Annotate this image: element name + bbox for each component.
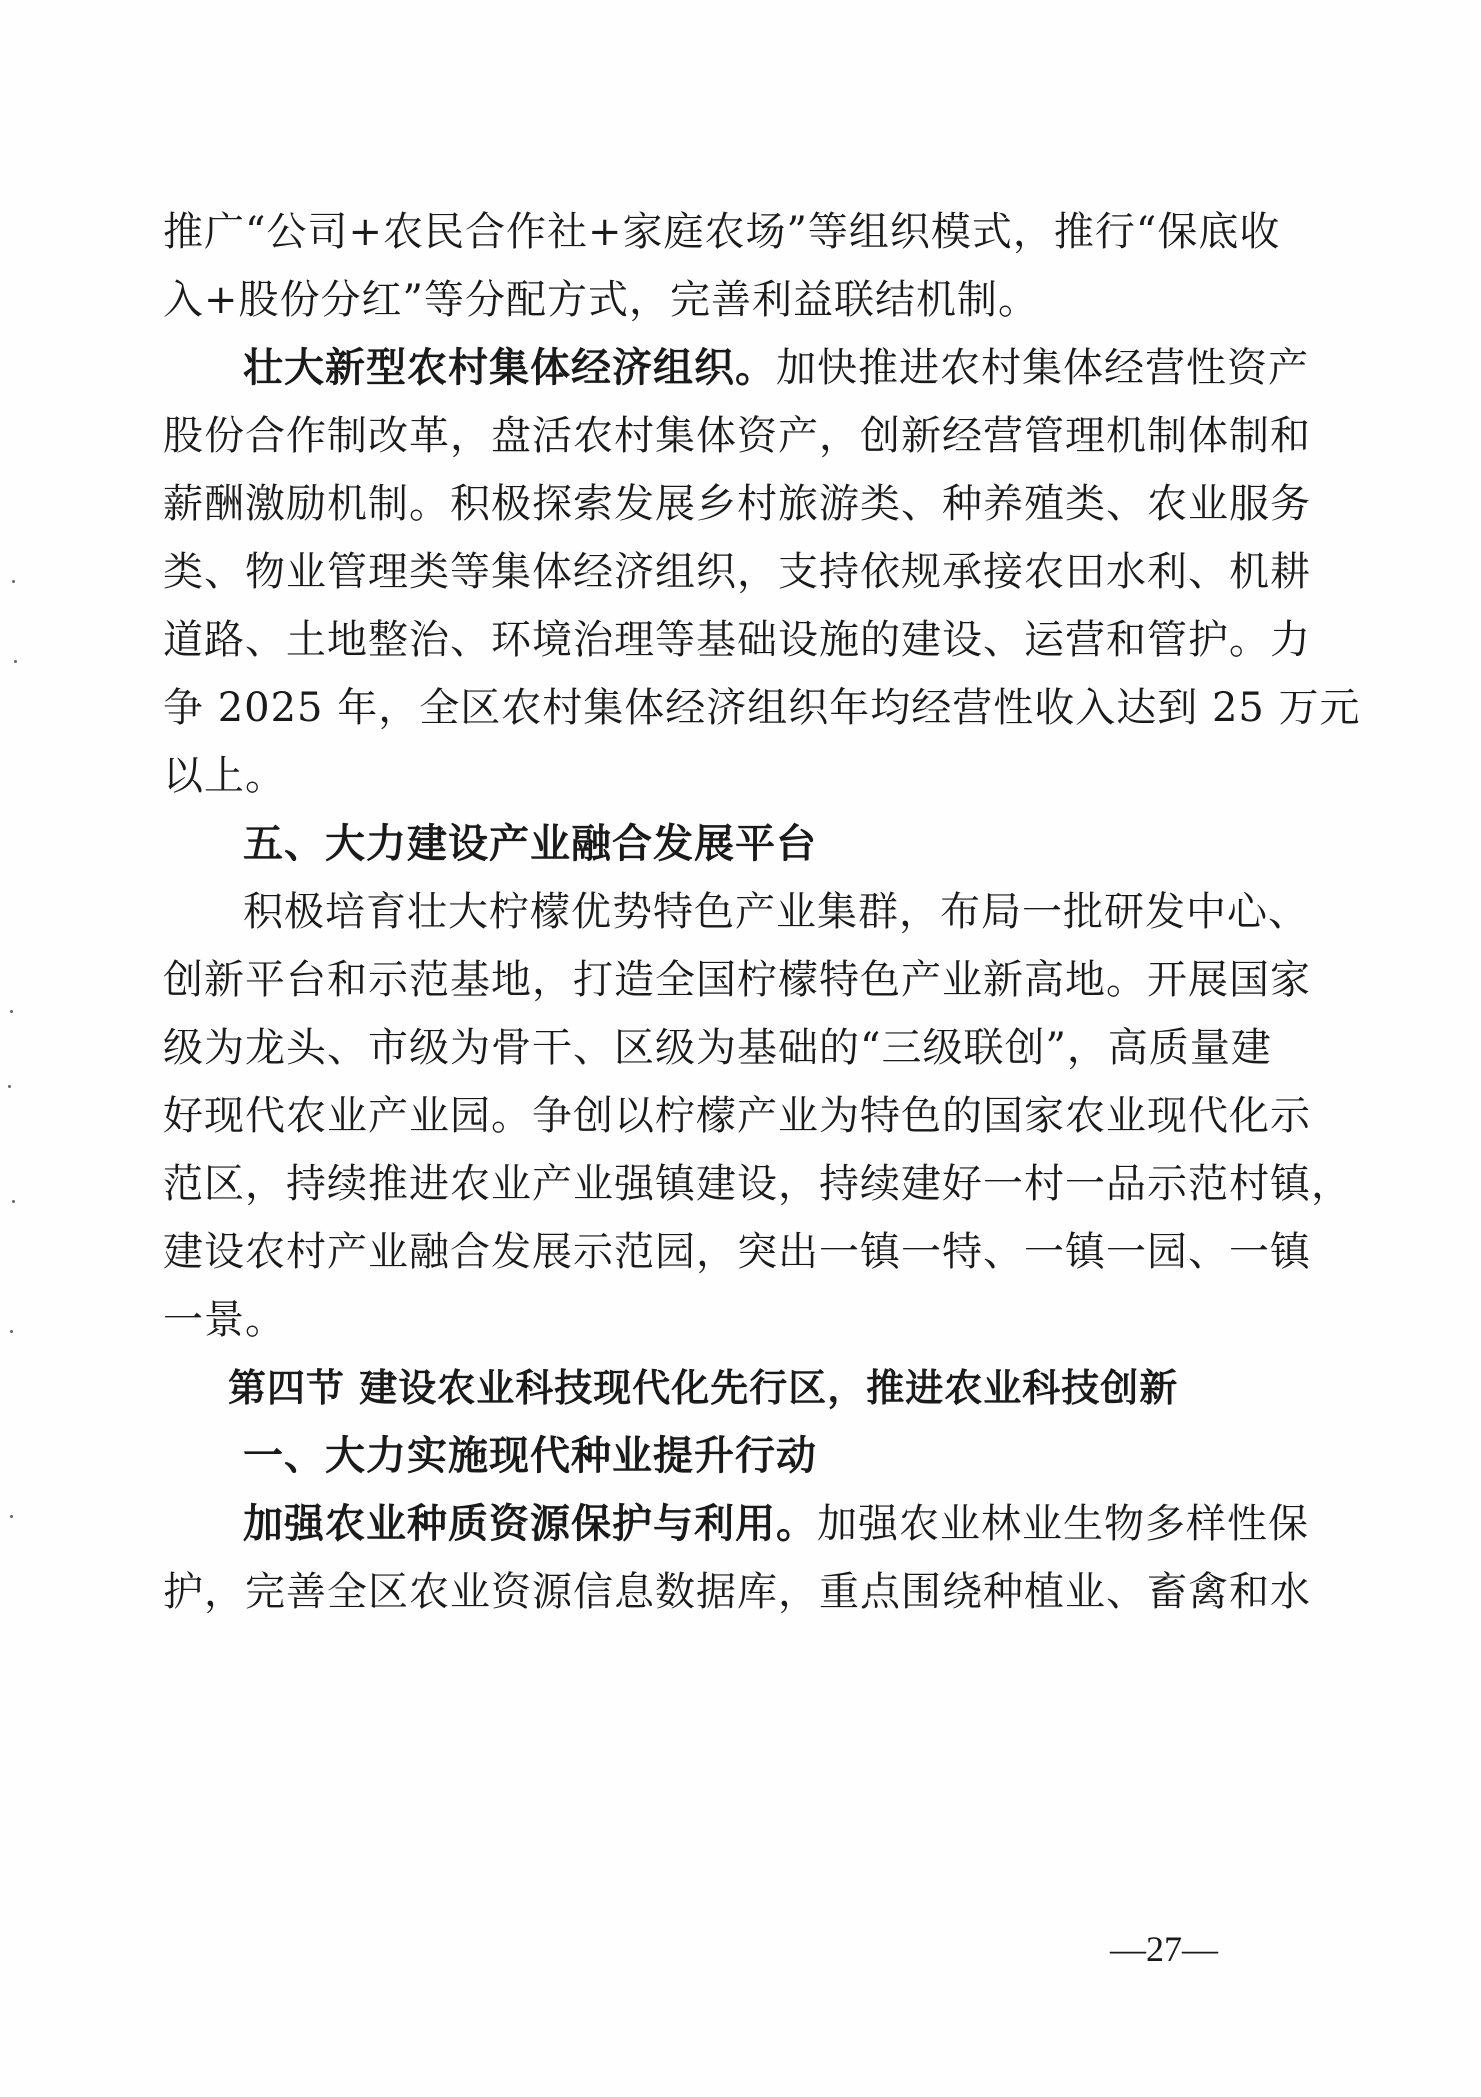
text-line: 范区，持续推进农业产业强镇建设，持续建好一村一品示范村镇， bbox=[163, 1161, 1352, 1207]
page-number: —27— bbox=[1110, 1929, 1218, 1969]
text-line: 薪酬激励机制。积极探索发展乡村旅游类、种养殖类、农业服务 bbox=[163, 481, 1311, 527]
bold-lead: 壮大新型农村集体经济组织。 bbox=[243, 344, 776, 391]
scan-speck bbox=[10, 1010, 13, 1013]
text-line: 建设农村产业融合发展示范园，突出一镇一特、一镇一园、一镇 bbox=[163, 1229, 1311, 1275]
paragraph-line bbox=[243, 1492, 1309, 1556]
text-line: 级为龙头、市级为骨干、区级为基础的“三级联创”，高质量建 bbox=[163, 1025, 1272, 1071]
text-line: 以上。 bbox=[163, 753, 286, 799]
heading-five: 五、大力建设产业融合发展平台 bbox=[243, 820, 817, 867]
text-line: 积极培育壮大柠檬优势特色产业集群，布局一批研发中心、 bbox=[243, 889, 1309, 935]
text-line: 护，完善全区农业资源信息数据库，重点围绕种植业、畜禽和水 bbox=[163, 1569, 1311, 1615]
bold-lead: 加强农业种质资源保护与利用。 bbox=[243, 1500, 817, 1547]
scan-speck bbox=[10, 1515, 13, 1518]
text-line: 一景。 bbox=[163, 1297, 286, 1343]
heading-one: 一、大力实施现代种业提升行动 bbox=[243, 1432, 817, 1479]
text-line: 创新平台和示范基地，打造全国柠檬特色产业新高地。开展国家 bbox=[163, 957, 1311, 1003]
scan-speck bbox=[10, 1330, 13, 1333]
text-run: 加强农业林业生物多样性保 bbox=[817, 1501, 1309, 1547]
scan-speck bbox=[12, 1200, 15, 1203]
scan-speck bbox=[12, 580, 15, 583]
scan-speck bbox=[14, 660, 17, 663]
scan-speck bbox=[8, 1085, 11, 1088]
paragraph-line bbox=[243, 336, 1309, 400]
text-run: 加快推进农村集体经营性资产 bbox=[776, 345, 1309, 391]
text-line: 类、物业管理类等集体经济组织，支持依规承接农田水利、机耕 bbox=[163, 549, 1311, 595]
text-line: 争 2025 年，全区农村集体经济组织年均经营性收入达到 25 万元 bbox=[163, 685, 1361, 731]
text-line: 股份合作制改革，盘活农村集体资产，创新经营管理机制体制和 bbox=[163, 413, 1311, 459]
text-line: 好现代农业产业园。争创以柠檬产业为特色的国家农业现代化示 bbox=[163, 1093, 1311, 1139]
section-heading: 第四节 建设农业科技现代化先行区，推进农业科技创新 bbox=[228, 1365, 1179, 1410]
text-line: 道路、土地整治、环境治理等基础设施的建设、运营和管护。力 bbox=[163, 617, 1311, 663]
text-line: 入+股份分红”等分配方式，完善利益联结机制。 bbox=[163, 277, 1039, 323]
text-line: 推广“公司+农民合作社+家庭农场”等组织模式，推行“保底收 bbox=[163, 209, 1281, 255]
